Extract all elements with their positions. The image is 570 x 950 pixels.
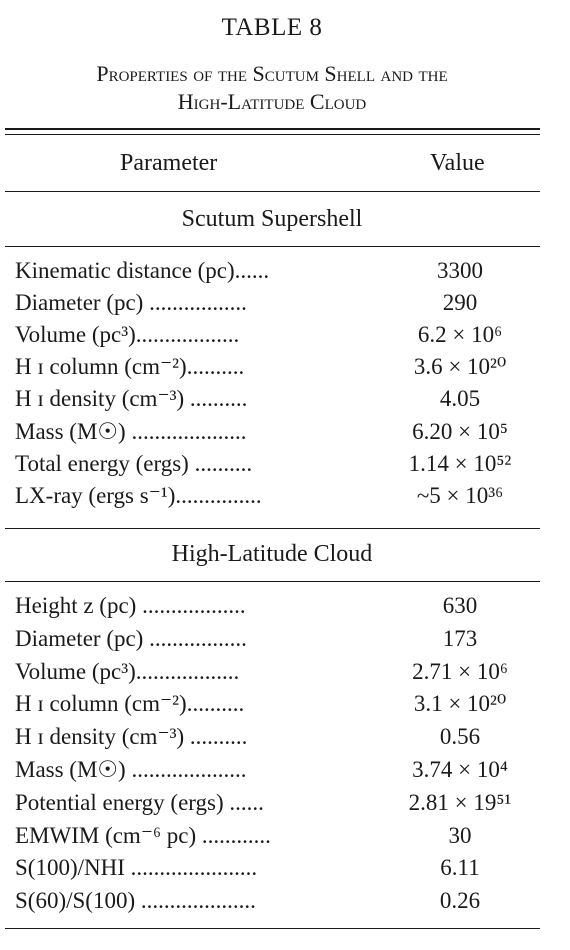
row-label: H ɪ density (cm⁻³) .......... (15, 724, 248, 750)
section-heading: Scutum Supershell (181, 206, 363, 232)
row-label: H ɪ density (cm⁻³) .......... (15, 386, 248, 412)
row-value: 30 (448, 822, 472, 848)
table-row (15, 287, 535, 319)
row-label: Mass (M☉) .................... (15, 757, 247, 782)
table-row (15, 255, 535, 287)
row-label: Volume (pc³).................. (15, 322, 240, 348)
table-title: TABLE 8 (221, 14, 323, 41)
table-row (15, 656, 535, 688)
section-rule (5, 528, 540, 529)
table-row (15, 383, 535, 415)
row-label: LX-ray (ergs s⁻¹)............... (15, 482, 262, 508)
row-value: 3300 (437, 258, 483, 283)
row-label: S(60)/S(100) .................... (15, 888, 256, 914)
row-label: H ɪ column (cm⁻²).......... (15, 691, 245, 717)
section-rule (5, 581, 540, 582)
row-label: Potential energy (ergs) ...... (15, 789, 264, 815)
table-row (15, 754, 535, 786)
row-value: 2.81 × 19⁵¹ (408, 789, 512, 815)
table-row (15, 820, 535, 852)
table-row (15, 852, 535, 884)
row-label: H ɪ column (cm⁻²).......... (15, 354, 245, 380)
table-row (15, 721, 535, 753)
row-value: 0.56 (439, 724, 481, 750)
row-label: Height z (pc) .................. (15, 593, 246, 618)
table-caption-line1: Properties of the Scutum Shell and the (96, 61, 448, 86)
row-value: ~5 × 10³⁶ (416, 482, 504, 508)
table-row (15, 787, 535, 819)
row-value: 1.14 × 10⁵² (408, 450, 512, 476)
bottom-rule (5, 928, 540, 929)
row-label: Total energy (ergs) .......... (15, 450, 253, 476)
column-header-parameter: Parameter (120, 150, 218, 176)
table-row (15, 319, 535, 351)
row-label: Mass (M☉) .................... (15, 418, 247, 444)
row-value: 6.11 (440, 855, 480, 881)
table-row (15, 480, 535, 512)
row-value: 173 (442, 625, 478, 651)
table-caption-line2: High-Latitude Cloud (177, 89, 367, 114)
row-label: Diameter (pc) ................. (15, 625, 247, 651)
row-value: 2.71 × 10⁶ (412, 658, 508, 684)
section-heading: High-Latitude Cloud (171, 541, 373, 567)
table-row (15, 448, 535, 480)
row-value: 6.20 × 10⁵ (412, 418, 508, 444)
row-label: S(100)/NHI ...................... (15, 855, 258, 881)
header-rule (5, 191, 540, 192)
table-row (15, 688, 535, 720)
row-value: 630 (442, 593, 478, 618)
row-value: 3.6 × 10²⁰ (413, 354, 507, 380)
row-label: Kinematic distance (pc)...... (15, 258, 270, 283)
table-row (15, 623, 535, 655)
section-rule (5, 246, 540, 247)
row-value: 3.74 × 10⁴ (412, 757, 508, 782)
table-row (15, 590, 535, 622)
table-row (15, 351, 535, 383)
table-row (15, 416, 535, 448)
row-value: 6.2 × 10⁶ (417, 322, 503, 348)
row-value: 4.05 (439, 386, 481, 412)
column-header-value: Value (430, 150, 485, 176)
top-rule-inner (5, 134, 540, 135)
row-value: 0.26 (439, 888, 481, 914)
row-label: Volume (pc³).................. (15, 658, 240, 684)
top-rule (5, 128, 540, 130)
row-label: Diameter (pc) ................. (15, 290, 247, 316)
row-value: 3.1 × 10²⁰ (413, 691, 507, 717)
row-value: 290 (442, 290, 478, 316)
table-row (15, 885, 535, 917)
row-label: EMWIM (cm⁻⁶ pc) ............ (15, 822, 271, 848)
